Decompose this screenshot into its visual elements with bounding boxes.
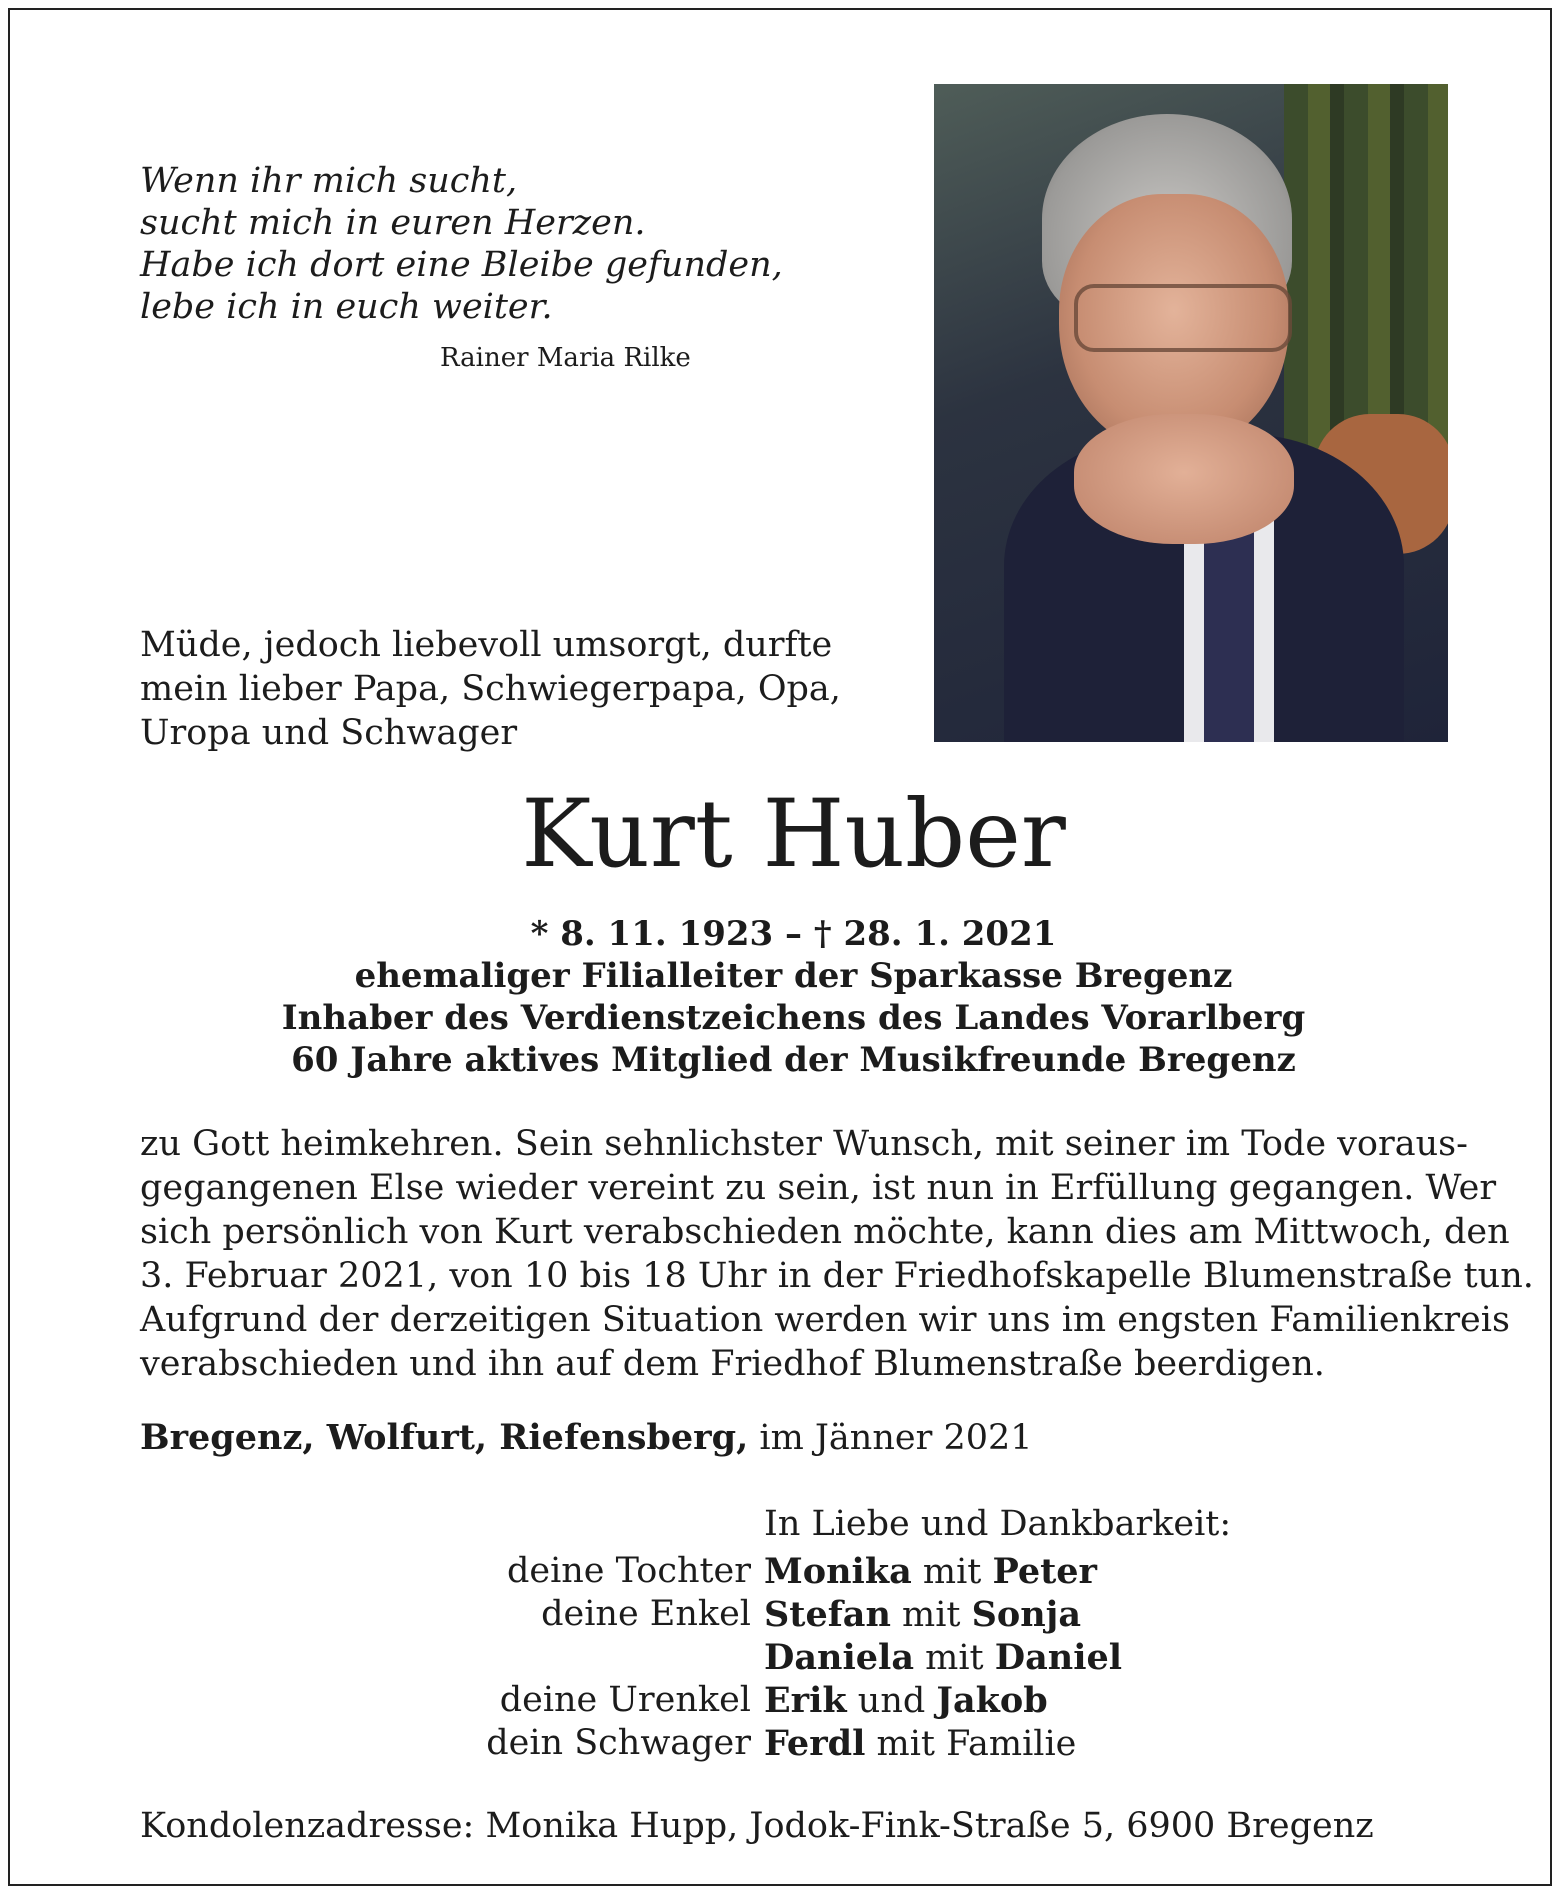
place-date-line xyxy=(140,1416,1033,1460)
family-row xyxy=(10,1550,1567,1593)
intro-line: mein lieber Papa, Schwiegerpapa, Opa, xyxy=(140,669,841,709)
body-line: 3. Februar 2021, von 10 bis 18 Uhr in der Friedhofskapelle Blumenstraße tun. xyxy=(140,1256,1534,1296)
family-name: Erik xyxy=(764,1680,847,1721)
family-joiner: mit xyxy=(890,1595,972,1635)
obituary-frame xyxy=(8,8,1552,1886)
body-line: verabschieden und ihn auf dem Friedhof Blumenstraße beerdigen. xyxy=(140,1344,1325,1384)
poem-line: lebe ich in euch weiter. xyxy=(140,287,553,327)
intro-line: Müde, jedoch liebevoll umsorgt, durfte xyxy=(140,625,833,665)
places: Bregenz, Wolfurt, Riefensberg, xyxy=(140,1417,749,1458)
life-dates: * 8. 11. 1923 – † 28. 1. 2021 xyxy=(530,914,1057,954)
family-name: Ferdl xyxy=(764,1723,866,1764)
family-name: Sonja xyxy=(971,1594,1082,1635)
poem xyxy=(140,160,783,328)
intro-line: Uropa und Schwager xyxy=(140,713,518,753)
family-row xyxy=(10,1722,1567,1765)
thanks-line: In Liebe und Dankbarkeit: xyxy=(764,1504,1232,1544)
family-name: Daniel xyxy=(994,1637,1123,1678)
family-name: Peter xyxy=(992,1551,1097,1592)
poem-author: Rainer Maria Rilke xyxy=(440,343,691,373)
family-joiner: mit Familie xyxy=(865,1724,1077,1764)
family-row xyxy=(10,1593,1567,1636)
body-line: Aufgrund der derzeitigen Situation werden wir uns im engsten Familienkreis xyxy=(140,1300,1510,1340)
intro-text xyxy=(140,623,900,755)
family-list xyxy=(10,1550,1567,1765)
family-name: Monika xyxy=(764,1551,912,1592)
family-relation: deine Tochter xyxy=(506,1551,751,1591)
family-row xyxy=(10,1636,1567,1679)
family-joiner: mit xyxy=(911,1552,993,1592)
poem-line: Wenn ihr mich sucht, xyxy=(140,161,518,201)
poem-line: sucht mich in euren Herzen. xyxy=(140,203,646,243)
poem-line: Habe ich dort eine Bleibe gefunden, xyxy=(140,245,783,285)
deceased-name: Kurt Huber xyxy=(521,780,1066,889)
family-joiner: mit xyxy=(914,1638,995,1678)
body-line: zu Gott heimkehren. Sein sehnlichster Wunsch, mit seiner im Tode voraus- xyxy=(140,1124,1468,1164)
family-relation: deine Enkel xyxy=(541,1594,751,1634)
portrait-photo xyxy=(934,84,1448,742)
role-line: ehemaliger Filialleiter der Sparkasse Bregenz xyxy=(354,956,1233,996)
body-text xyxy=(140,1122,1534,1386)
role-line: 60 Jahre aktives Mitglied der Musikfreunde Bregenz xyxy=(291,1040,1296,1080)
role-line: Inhaber des Verdienstzeichens des Landes Vorarlberg xyxy=(281,998,1306,1038)
family-name: Stefan xyxy=(764,1594,891,1635)
family-row xyxy=(10,1679,1567,1722)
body-line: sich persönlich von Kurt verabschieden möchte, kann dies am Mittwoch, den xyxy=(140,1212,1510,1252)
family-name: Jakob xyxy=(936,1680,1048,1721)
family-name: Daniela xyxy=(764,1637,915,1678)
family-relation: deine Urenkel xyxy=(499,1680,751,1720)
place-date: im Jänner 2021 xyxy=(748,1418,1033,1458)
condolence-address: Kondolenzadresse: Monika Hupp, Jodok-Fink-Straße 5, 6900 Bregenz xyxy=(140,1806,1374,1846)
family-relation: dein Schwager xyxy=(486,1723,751,1763)
body-line: gegangenen Else wieder vereint zu sein, ist nun in Erfüllung gegangen. Wer xyxy=(140,1168,1497,1208)
family-joiner: und xyxy=(846,1681,937,1721)
